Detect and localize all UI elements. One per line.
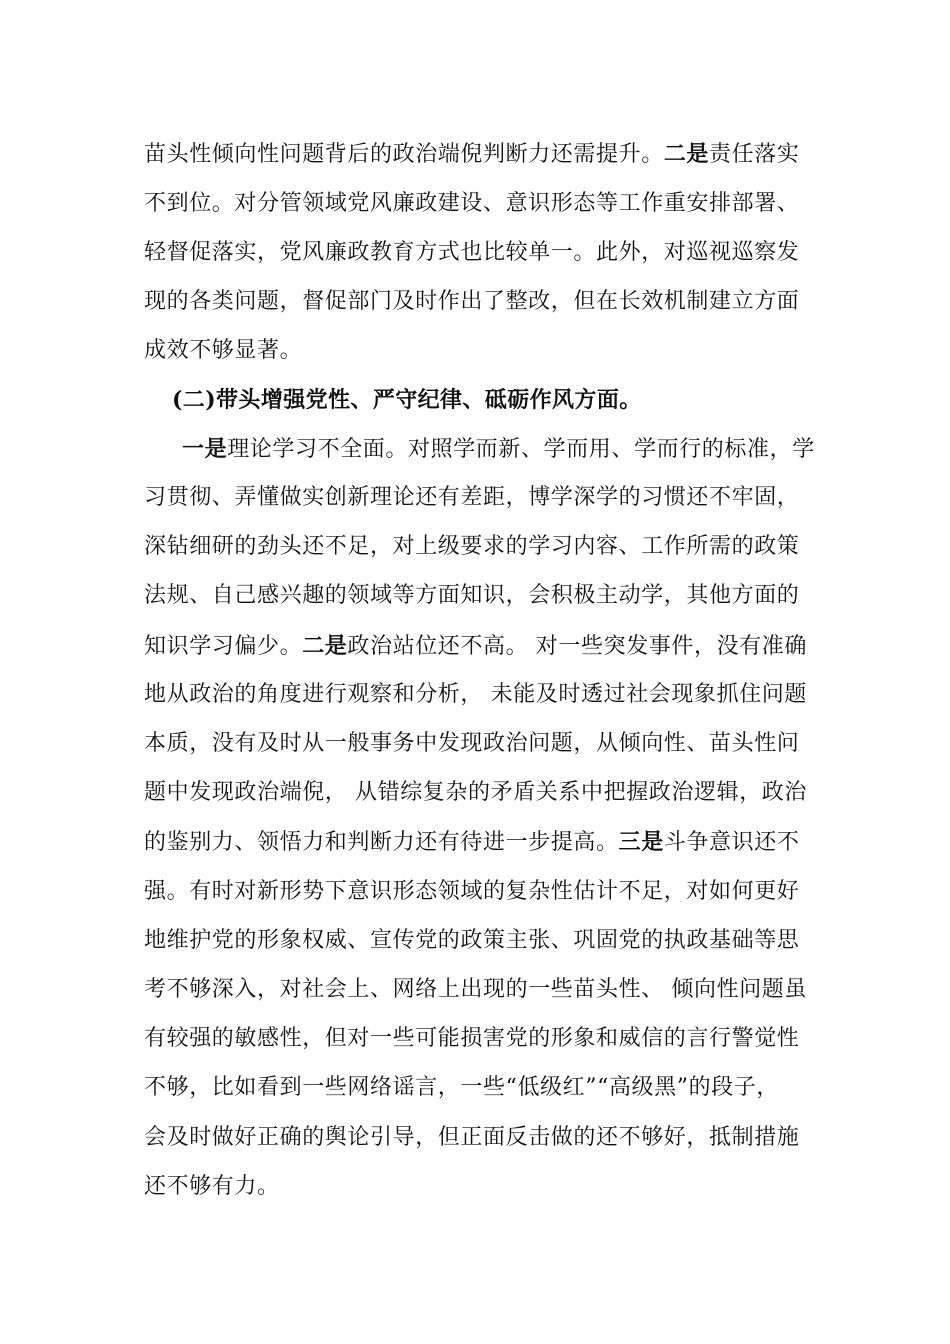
- section-heading: (二)带头增强党性、严守纪律、砥砺作风方面。: [172, 387, 642, 413]
- text-line: 苗头性倾向性问题背后的政治端倪判断力还需提升。二是责任落实: [144, 141, 800, 167]
- text-line: 强。有时对新形势下意识形态领域的复杂性估计不足，对如何更好: [144, 879, 800, 904]
- text-line: 一是理论学习不全面。对照学而新、学而用、学而行的标准，学: [182, 436, 815, 462]
- text-line: 知识学习偏少。二是政治站位还不高。 对一些突发事件，没有准确: [144, 633, 808, 659]
- text-line: 有较强的敏感性，但对一些可能损害党的形象和威信的言行警觉性: [144, 1026, 800, 1051]
- text-line: 地维护党的形象权威、宣传党的政策主张、巩固党的执政基础等思: [144, 928, 800, 953]
- text-line: 习贯彻、弄懂做实创新理论还有差距，博学深学的习惯还不牢固，: [144, 485, 800, 510]
- text-line: 成效不够显著。: [144, 338, 303, 363]
- text-line: 题中发现政治端倪， 从错综复杂的矛盾关系中把握政治逻辑，政治: [144, 780, 807, 805]
- text-line: 考不够深入，对社会上、网络上出现的一些苗头性、 倾向性问题虽: [144, 977, 807, 1002]
- text-line: 现的各类问题，督促部门及时作出了整改，但在长效机制建立方面: [144, 289, 800, 314]
- text-line: 深钻细研的劲头还不足，对上级要求的学习内容、工作所需的政策: [144, 534, 800, 559]
- text-line: 法规、自己感兴趣的领域等方面知识，会积极主动学，其他方面的: [144, 583, 800, 608]
- text-line: 不够，比如看到一些网络谣言，一些“低级红”“高级黑”的段子，: [144, 1075, 779, 1100]
- text-line: 会及时做好正确的舆论引导，但正面反击做的还不够好，抵制措施: [144, 1125, 800, 1150]
- text-line: 的鉴别力、领悟力和判断力还有待进一步提高。三是斗争意识还不: [144, 829, 800, 855]
- text-line: 本质，没有及时从一般事务中发现政治问题，从倾向性、苗头性问: [144, 731, 800, 756]
- text-line: 轻督促落实，党风廉政教育方式也比较单一。此外，对巡视巡察发: [144, 240, 800, 265]
- text-line: 地从政治的角度进行观察和分析， 未能及时透过社会现象抓住问题: [144, 682, 807, 707]
- text-line: 还不够有力。: [144, 1174, 280, 1199]
- text-line: 不到位。对分管领域党风廉政建设、意识形态等工作重安排部署、: [144, 191, 800, 216]
